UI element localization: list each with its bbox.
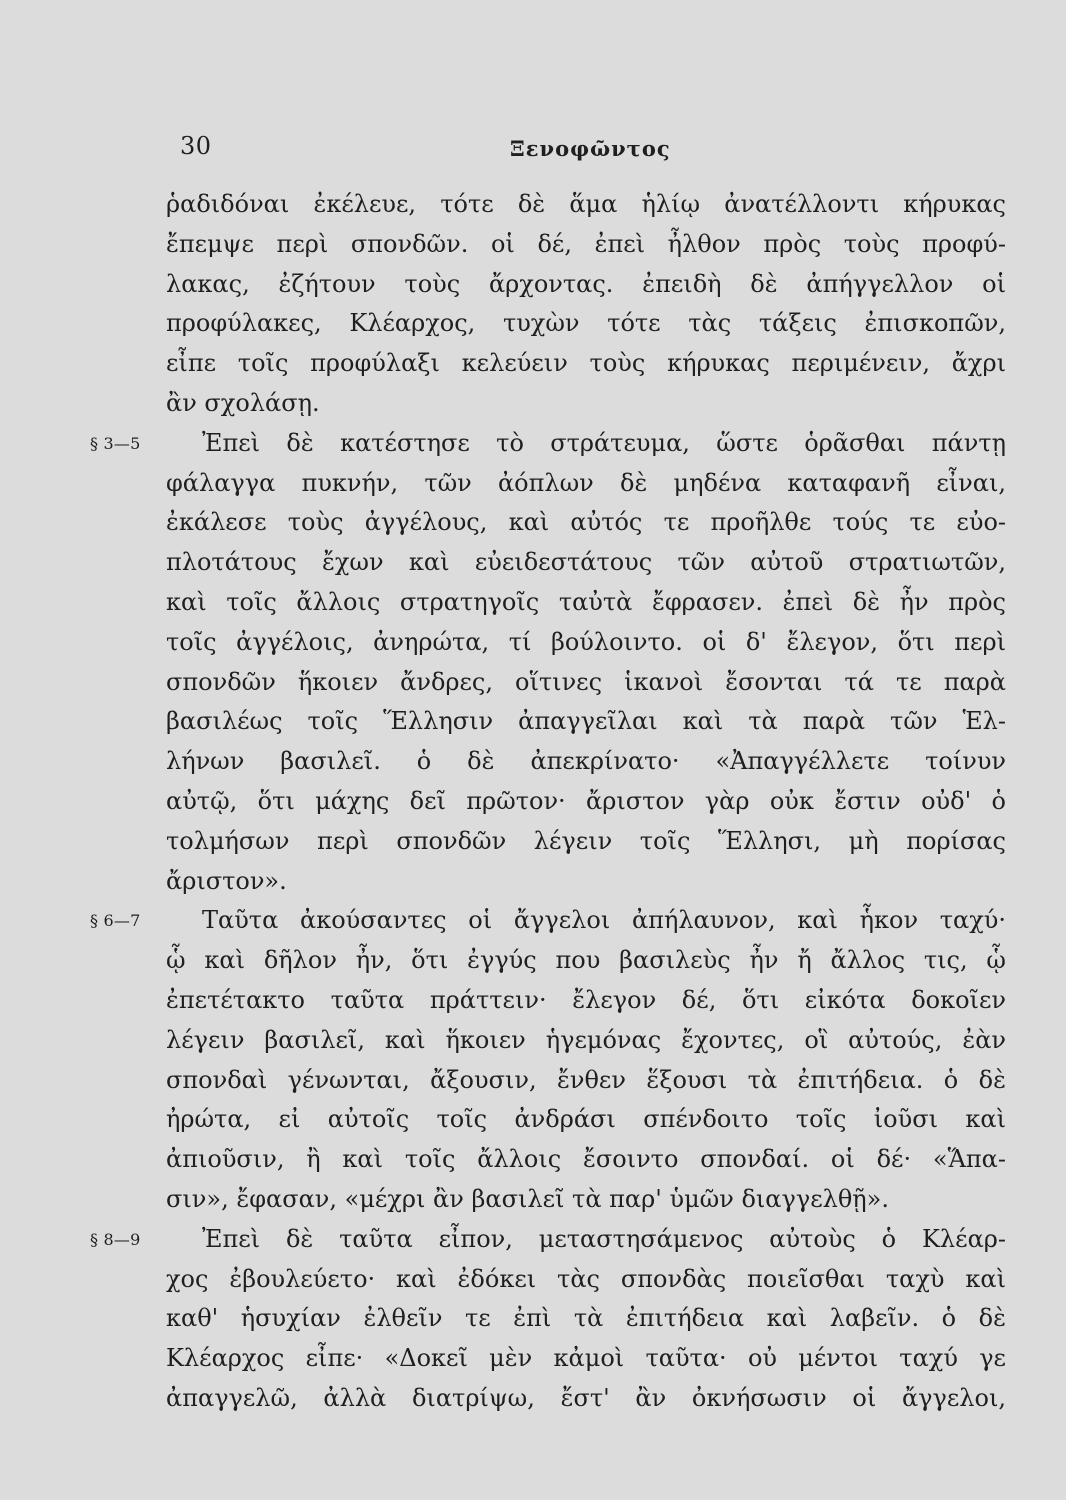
line-text: ἐπετέτακτο ταῦτα πράττειν· ἔλεγον δέ, ὅτι εἰκότα δοκοῖεν [166,985,1006,1014]
line-text: τολμήσων περὶ σπονδῶν λέγειν τοῖς Ἕλλησι, μὴ πορίσας [166,826,1006,855]
line-text: σιν», ἔφασαν, «μέχρι ἂν βασιλεῖ τὰ παρ' ὑμῶν διαγγελθῇ». [166,1184,889,1213]
line-text: φάλαγγα πυκνήν, τῶν ἀόπλων δὲ μηδένα καταφανῆ εἶναι, [166,468,1006,497]
text-line [166,702,1006,742]
text-line [166,1339,1006,1379]
line-text: Κλέαρχος εἶπε· «Δοκεῖ μὲν κἀμοὶ ταῦτα· οὐ μέντοι ταχύ γε [166,1344,1006,1373]
text-line [166,1061,1006,1101]
line-text: τοῖς ἀγγέλοις, ἀνηρώτα, τί βούλοιντο. οἱ δ' ἔλεγον, ὅτι περὶ [166,627,1006,656]
page-header [180,132,880,172]
text-line [166,344,1006,384]
text-line [166,583,1006,623]
text-line [166,1299,1006,1339]
text-line [166,503,1006,543]
text-line [166,304,1006,344]
line-text: καθ' ἡσυχίαν ἐλθεῖν τε ἐπὶ τὰ ἐπιτήδεια καὶ λαβεῖν. ὁ δὲ [166,1304,1006,1333]
line-text: βασιλέως τοῖς Ἕλλησιν ἀπαγγεῖλαι καὶ τὰ παρὰ τῶν Ἑλ- [166,707,1006,736]
line-text: αὐτῷ, ὅτι μάχης δεῖ πρῶτον· ἄριστον γὰρ οὐκ ἔστιν οὐδ' ὁ [166,786,1006,815]
line-text: ἄριστον». [166,866,287,895]
line-text: σπονδαὶ γένωνται, ἄξουσιν, ἔνθεν ἕξουσι τὰ ἐπιτήδεια. ὁ δὲ [166,1065,1006,1094]
line-text: προφύλακες, Κλέαρχος, τυχὼν τότε τὰς τάξεις ἐπισκοπῶν, [166,309,1006,338]
running-title: Ξενοφῶντος [510,136,671,161]
text-line [166,1021,1006,1061]
text-line [166,384,1006,424]
line-text: εἶπε τοῖς προφύλαξι κελεύειν τοὺς κήρυκας περιμένειν, ἄχρι [166,349,1006,378]
line-text: ἐκάλεσε τοὺς ἀγγέλους, καὶ αὐτός τε προῆλθε τούς τε εὐο- [166,508,1006,537]
line-text: ῥαδιδόναι ἐκέλευε, τότε δὲ ἅμα ἡλίῳ ἀνατέλλοντι κήρυκας [166,190,1006,218]
text-line [166,185,1006,225]
line-text: σπονδῶν ἥκοιεν ἄνδρες, οἵτινες ἱκανοὶ ἔσονται τά τε παρὰ [166,667,1006,696]
line-text: ἔπεμψε περὶ σπονδῶν. οἱ δέ, ἐπεὶ ἦλθον πρὸς τοὺς προφύ- [166,229,1006,258]
text-line [166,265,1006,305]
section-marginal-note: § 8—9 [90,1229,141,1249]
line-text: ἂν σχολάσῃ. [166,388,320,417]
line-text: καὶ τοῖς ἄλλοις στρατηγοῖς ταὐτὰ ἔφρασεν. ἐπεὶ δὲ ἦν πρὸς [166,587,1006,616]
text-line [90,424,1006,464]
text-line [166,1140,1006,1180]
line-text: ᾧ καὶ δῆλον ἦν, ὅτι ἐγγύς που βασιλεὺς ἦν ἤ ἄλλος τις, ᾧ [166,946,1006,975]
page-number: 30 [180,132,212,160]
text-line [166,1379,1006,1419]
text-line [166,225,1006,265]
text-line [166,464,1006,504]
line-text: πλοτάτους ἔχων καὶ εὐειδεστάτους τῶν αὐτοῦ στρατιωτῶν, [166,548,1006,577]
text-line [166,623,1006,663]
line-text: Ταῦτα ἀκούσαντες οἱ ἄγγελοι ἀπήλαυνον, καὶ ἧκον ταχύ· [202,906,1006,935]
line-text: ἀπαγγελῶ, ἀλλὰ διατρίψω, ἔστ' ἂν ὀκνήσωσιν οἱ ἄγγελοι, [166,1383,1006,1412]
section-marginal-note: § 3—5 [90,433,141,453]
text-line [166,663,1006,703]
text-line [166,981,1006,1021]
body-text [90,185,1006,1419]
line-text: λήνων βασιλεῖ. ὁ δὲ ἀπεκρίνατο· «Ἀπαγγέλλετε τοίνυν [166,747,1006,776]
line-text: ἠρώτα, εἰ αὐτοῖς τοῖς ἀνδράσι σπένδοιτο τοῖς ἰοῦσι καὶ [166,1105,1006,1134]
text-line [166,1100,1006,1140]
text-line [166,822,1006,862]
text-line [166,862,1006,902]
line-text: Ἐπεὶ δὲ κατέστησε τὸ στράτευμα, ὥστε ὁρᾶσθαι πάντῃ [202,428,1006,457]
text-line [166,1260,1006,1300]
text-line [90,1220,1006,1260]
text-line [166,782,1006,822]
text-line [166,1180,1006,1220]
text-line [90,901,1006,941]
section-marginal-note: § 6—7 [90,911,141,931]
line-text: λέγειν βασιλεῖ, καὶ ἥκοιεν ἡγεμόνας ἔχοντες, οἳ αὐτούς, ἐὰν [166,1025,1006,1054]
line-text: Ἐπεὶ δὲ ταῦτα εἶπον, μεταστησάμενος αὐτοὺς ὁ Κλέαρ- [202,1224,1006,1253]
text-line [166,742,1006,782]
text-line [166,543,1006,583]
line-text: λακας, ἐζήτουν τοὺς ἄρχοντας. ἐπειδὴ δὲ ἀπήγγελλον οἱ [166,269,1006,298]
line-text: ἀπιοῦσιν, ἢ καὶ τοῖς ἄλλοις ἔσοιντο σπονδαί. οἱ δέ· «Ἅπα- [166,1145,1006,1174]
line-text: χος ἐβουλεύετο· καὶ ἐδόκει τὰς σπονδὰς ποιεῖσθαι ταχὺ καὶ [166,1264,1006,1293]
text-line [166,941,1006,981]
